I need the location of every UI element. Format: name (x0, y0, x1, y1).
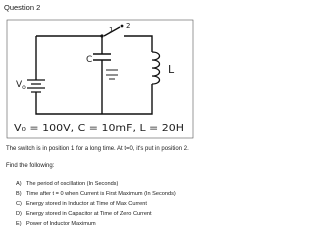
inductor-label: L (168, 63, 175, 76)
list-item (16, 199, 176, 209)
capacitor-plates (93, 54, 111, 60)
switch-pivot (100, 34, 103, 37)
circuit-values: V₀ = 100V, C = 10mF, L = 20H (14, 123, 184, 134)
item-letter: C) (16, 201, 22, 207)
list-item (16, 179, 176, 189)
find-heading: Find the following: (6, 163, 55, 169)
switch-label-1: 1 (109, 26, 114, 34)
problem-statement: The switch is in position 1 for a long time. At t=0, it's put in position 2. (6, 146, 189, 152)
right-bottom-wire (102, 84, 152, 114)
source-label: $V_o$ (16, 80, 26, 91)
circuit-diagram (6, 18, 194, 140)
circuit-drawing (6, 18, 194, 140)
item-text: Time after t = 0 when Current is First Maximum (In Seconds) (26, 191, 176, 197)
list-item (16, 219, 176, 229)
question-title: Question 2 (4, 3, 41, 12)
question-list (16, 179, 176, 229)
item-letter: D) (16, 211, 22, 217)
item-letter: B) (16, 191, 22, 197)
switch-label-2: 2 (126, 22, 131, 30)
list-item (16, 189, 176, 199)
switch-contact-2 (121, 25, 124, 28)
capacitor-mark (106, 70, 118, 79)
item-text: Energy stored in Capacitor at Time of Zero Current (26, 211, 152, 217)
list-item (16, 209, 176, 219)
item-text: The period of oscillation (In Seconds) (26, 181, 119, 187)
figure-border (7, 20, 193, 138)
battery (27, 80, 45, 92)
item-letter: A) (16, 181, 22, 187)
item-letter: E) (16, 221, 22, 227)
capacitor-label: C (86, 55, 93, 65)
item-text: Power of Inductor Maximum (26, 221, 96, 227)
item-text: Energy stored in Inductor at Time of Max Current (26, 201, 147, 207)
right-top-wire (124, 36, 152, 52)
inductor-coil (152, 52, 160, 84)
left-wire (36, 36, 102, 114)
